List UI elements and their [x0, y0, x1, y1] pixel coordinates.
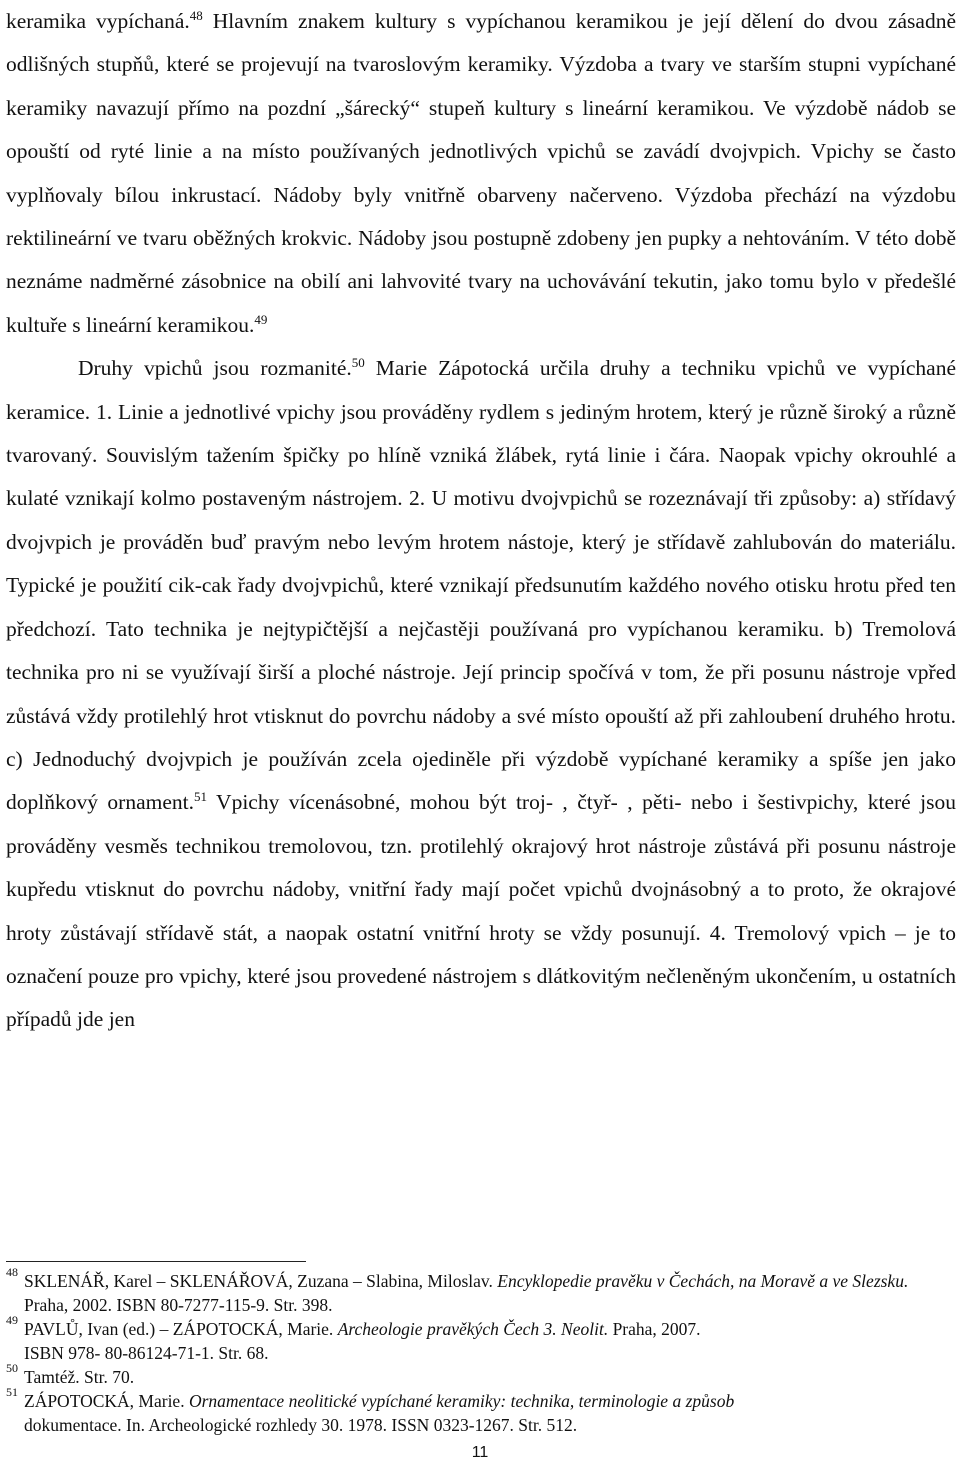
footnote-separator — [6, 1261, 306, 1262]
footnote-number: 50 — [6, 1361, 18, 1375]
text-run: keramika vypíchaná. — [6, 9, 190, 33]
footnote-text: Praha, 2002. ISBN 80-7277-115-9. Str. 398. — [24, 1295, 333, 1315]
footnote-number: 48 — [6, 1265, 18, 1279]
text-run: Druhy vpichů jsou rozmanité. — [78, 356, 352, 381]
footnote-50 — [6, 1361, 956, 1389]
footnote-ref[interactable]: 50 — [351, 355, 365, 371]
footnote-text: PAVLŮ, Ivan (ed.) – ZÁPOTOCKÁ, Marie. — [24, 1319, 338, 1339]
text-run: Vpichy vícenásobné, mohou být troj- , čtyř- , pěti- nebo i šestivpichy, které jsou prováděny vesměs technikou tremolovou, tzn. protilehlý okrajový hrot nástroje zůstává při posunu nástroje kupředu vtisknut do povrchu nádoby, vnitřní řady mají počet vpichů dvojnásobný a to proto, že okrajové hroty zůstávají střídavě stát, a naopak ostatní vnitřní hroty se vždy posunují. 4. Tremolový vpich – je to označení pouze pro vpichy, které jsou provedené nástrojem s dlátkovitým nečleněným ukončením, u ostatních případů jde jen — [6, 790, 957, 1032]
footnote-49 — [6, 1313, 956, 1365]
footnote-text: SKLENÁŘ, Karel – SKLENÁŘOVÁ, Zuzana – Slabina, Miloslav. — [24, 1271, 498, 1291]
paragraph — [6, 347, 956, 1042]
footnote-title: Ornamentace neolitické vypíchané keramiky: technika, terminologie a způsob — [188, 1391, 735, 1411]
paragraph — [6, 0, 956, 347]
footnote-51 — [6, 1385, 956, 1437]
footnote-48 — [6, 1265, 956, 1317]
footnote-text: ISBN 978- 80-86124-71-1. Str. 68. — [24, 1343, 269, 1363]
main-text — [6, 0, 956, 1042]
footnote-ref[interactable]: 49 — [254, 311, 268, 327]
footnote-text: ZÁPOTOCKÁ, Marie. — [24, 1391, 189, 1411]
footnote-number: 51 — [6, 1385, 18, 1399]
footnotes — [6, 1265, 956, 1437]
footnote-ref[interactable]: 51 — [194, 789, 207, 805]
footnote-text: Praha, 2007. — [608, 1319, 701, 1339]
footnote-title: Archeologie pravěkých Čech 3. Neolit. — [337, 1319, 609, 1339]
footnote-ref[interactable]: 48 — [189, 7, 203, 23]
text-run: Marie Zápotocká určila druhy a techniku vpichů ve vypíchané keramice. 1. Linie a jednotlivé vpichy jsou prováděny rydlem s jediným hrotem, který je různě široký a různě tvarovaný. Souvislým tažením špičky po hlíně vzniká žlábek, rytá linie i čára. Naopak vpichy okrouhlé a kulaté vznikají kolmo postaveným nástrojem. 2. U motivu dvojvpichů se rozeznávají tři způsoby: a) střídavý dvojvpich je prováděn buď pravým nebo levým hrotem nástoje, který je střídavě zahlubován do materiálu. Typické je použití cik-cak řady dvojvpichů, které vznikají předsunutím každého nového otisku hrotu před ten předchozí. Tato technika je nejtypičtější a nejčastěji používaná pro vypíchanou keramiku. b) Tremolová technika pro ni se využívají širší a ploché nástroje. Její princip spočívá v tom, že při posunu nástroje vpřed zůstává vždy protilehlý hrot vtisknut do povrchu nádoby a své místo opouští až při zahloubení druhého hrotu. c) Jednoduchý dvojvpich je používán zcela ojediněle při výzdobě vypíchané keramiky a spíše jen jako doplňkový ornament. — [6, 356, 956, 815]
footnote-title: Encyklopedie pravěku v Čechách, na Moravě a ve Slezsku. — [497, 1271, 909, 1291]
footnote-text: Tamtéž. Str. 70. — [24, 1367, 135, 1387]
footnote-text: dokumentace. In. Archeologické rozhledy 30. 1978. ISSN 0323-1267. Str. 512. — [24, 1415, 578, 1435]
footnote-number: 49 — [6, 1313, 18, 1327]
page-number: 11 — [471, 1444, 489, 1461]
text-run: Hlavním znakem kultury s vypíchanou keramikou je její dělení do dvou zásadně odlišných stupňů, které se projevují na tvaroslovým keramiky. Výzdoba a tvary ve starším stupni vypíchané keramiky navazují přímo na pozdní „šárecký“ stupeň kultury s lineární keramikou. Ve výzdobě nádob se opouští od ryté linie a na místo používaných jednotlivých vpichů se zavádí dvojvpich. Vpichy se často vyplňovaly bílou inkrustací. Nádoby byly vnitřně obarveny načerveno. Výzdoba přechází na výzdobu rektilineární ve tvaru oběžných krokvic. Nádoby jsou postupně zdobeny jen pupky a nehtováním. V této době neznáme nadměrné zásobnice na obilí ani lahvovité tvary na uchovávání tekutin, jako tomu bylo v předešlé kultuře s lineární keramikou. — [6, 9, 956, 337]
